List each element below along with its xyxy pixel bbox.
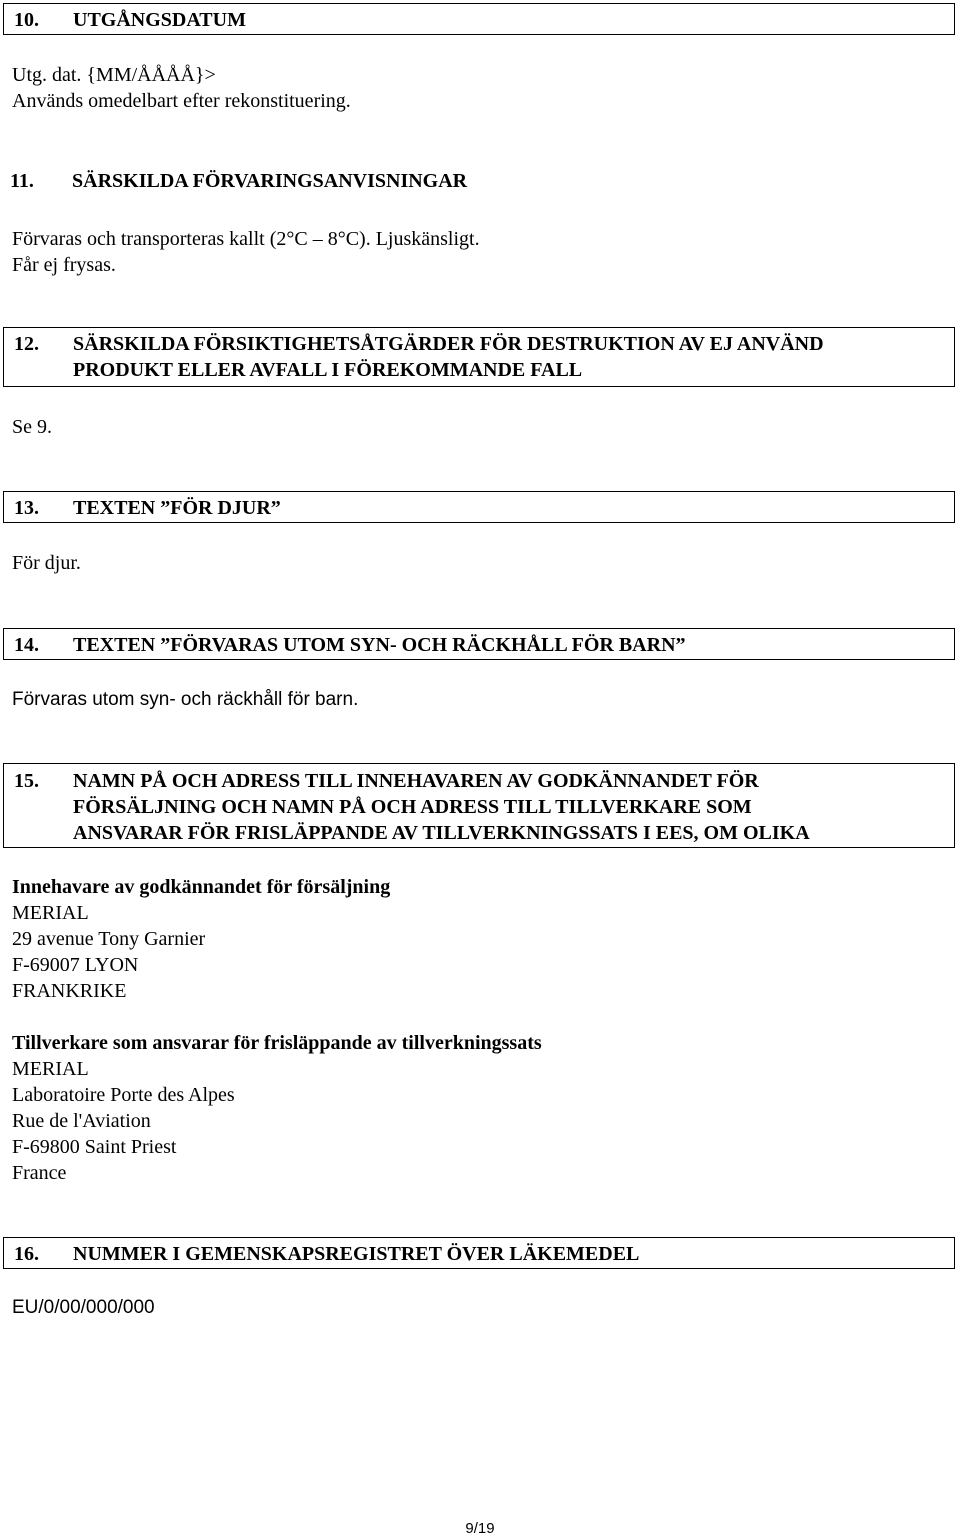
holder-line: FRANKRIKE	[12, 980, 127, 1002]
section-number: 12.	[14, 333, 39, 355]
section-10-header	[3, 3, 955, 35]
section-title: NUMMER I GEMENSKAPSREGISTRET ÖVER LÄKEMEDEL	[73, 1243, 640, 1265]
section-title: SÄRSKILDA FÖRSIKTIGHETSÅTGÄRDER FÖR DESTRUKTION AV EJ ANVÄND PRODUKT ELLER AVFALL I FÖREKOMMANDE FALL	[73, 333, 824, 381]
expiry-line: Utg. dat. {MM/ÅÅÅÅ}>	[12, 64, 216, 86]
holder-line: F-69007 LYON	[12, 954, 139, 976]
storage-line: Förvaras och transporteras kallt (2°C – 8°C). Ljuskänsligt.	[12, 228, 480, 250]
section-15-header	[3, 763, 955, 848]
section-13-header	[3, 491, 955, 523]
storage-note: Får ej frysas.	[12, 254, 116, 276]
animal-line: För djur.	[12, 552, 81, 574]
section-title: TEXTEN ”FÖR DJUR”	[73, 497, 281, 519]
section-number: 15.	[14, 770, 39, 792]
section-12-header	[3, 327, 955, 387]
section-16-header	[3, 1237, 955, 1269]
holder-heading: Innehavare av godkännandet för försäljning	[12, 876, 391, 898]
section-title: UTGÅNGSDATUM	[73, 9, 246, 31]
section-title: TEXTEN ”FÖRVARAS UTOM SYN- OCH RÄCKHÅLL FÖR BARN”	[73, 634, 686, 656]
section-number: 13.	[14, 497, 39, 519]
section-number: 16.	[14, 1243, 39, 1265]
manufacturer-line: France	[12, 1162, 67, 1184]
section-title: NAMN PÅ OCH ADRESS TILL INNEHAVAREN AV GODKÄNNANDET FÖR FÖRSÄLJNING OCH NAMN PÅ OCH ADRESS TILL TILLVERKARE SOM ANSVARAR FÖR FRISLÄPPANDE AV TILLVERKNINGSSATS I EES, OM OLIKA	[73, 770, 810, 844]
manufacturer-line: Laboratoire Porte des Alpes	[12, 1084, 235, 1106]
section-11-number: 11.	[10, 170, 34, 192]
expiry-note: Används omedelbart efter rekonstituering.	[12, 90, 351, 112]
section-number: 10.	[14, 9, 39, 31]
section-14-header	[3, 628, 955, 660]
section-11-title: SÄRSKILDA FÖRVARINGSANVISNINGAR	[72, 170, 468, 192]
holder-line: MERIAL	[12, 902, 89, 924]
manufacturer-heading: Tillverkare som ansvarar för frisläppande av tillverkningssats	[12, 1032, 542, 1054]
manufacturer-line: F-69800 Saint Priest	[12, 1136, 177, 1158]
disposal-line: Se 9.	[12, 416, 52, 438]
registration-number: EU/0/00/000/000	[12, 1297, 155, 1318]
page-number: 9/19	[465, 1520, 495, 1537]
manufacturer-line: Rue de l'Aviation	[12, 1110, 151, 1132]
manufacturer-line: MERIAL	[12, 1058, 89, 1080]
holder-line: 29 avenue Tony Garnier	[12, 928, 206, 950]
section-number: 14.	[14, 634, 39, 656]
children-line: Förvaras utom syn- och räckhåll för barn.	[12, 689, 359, 710]
